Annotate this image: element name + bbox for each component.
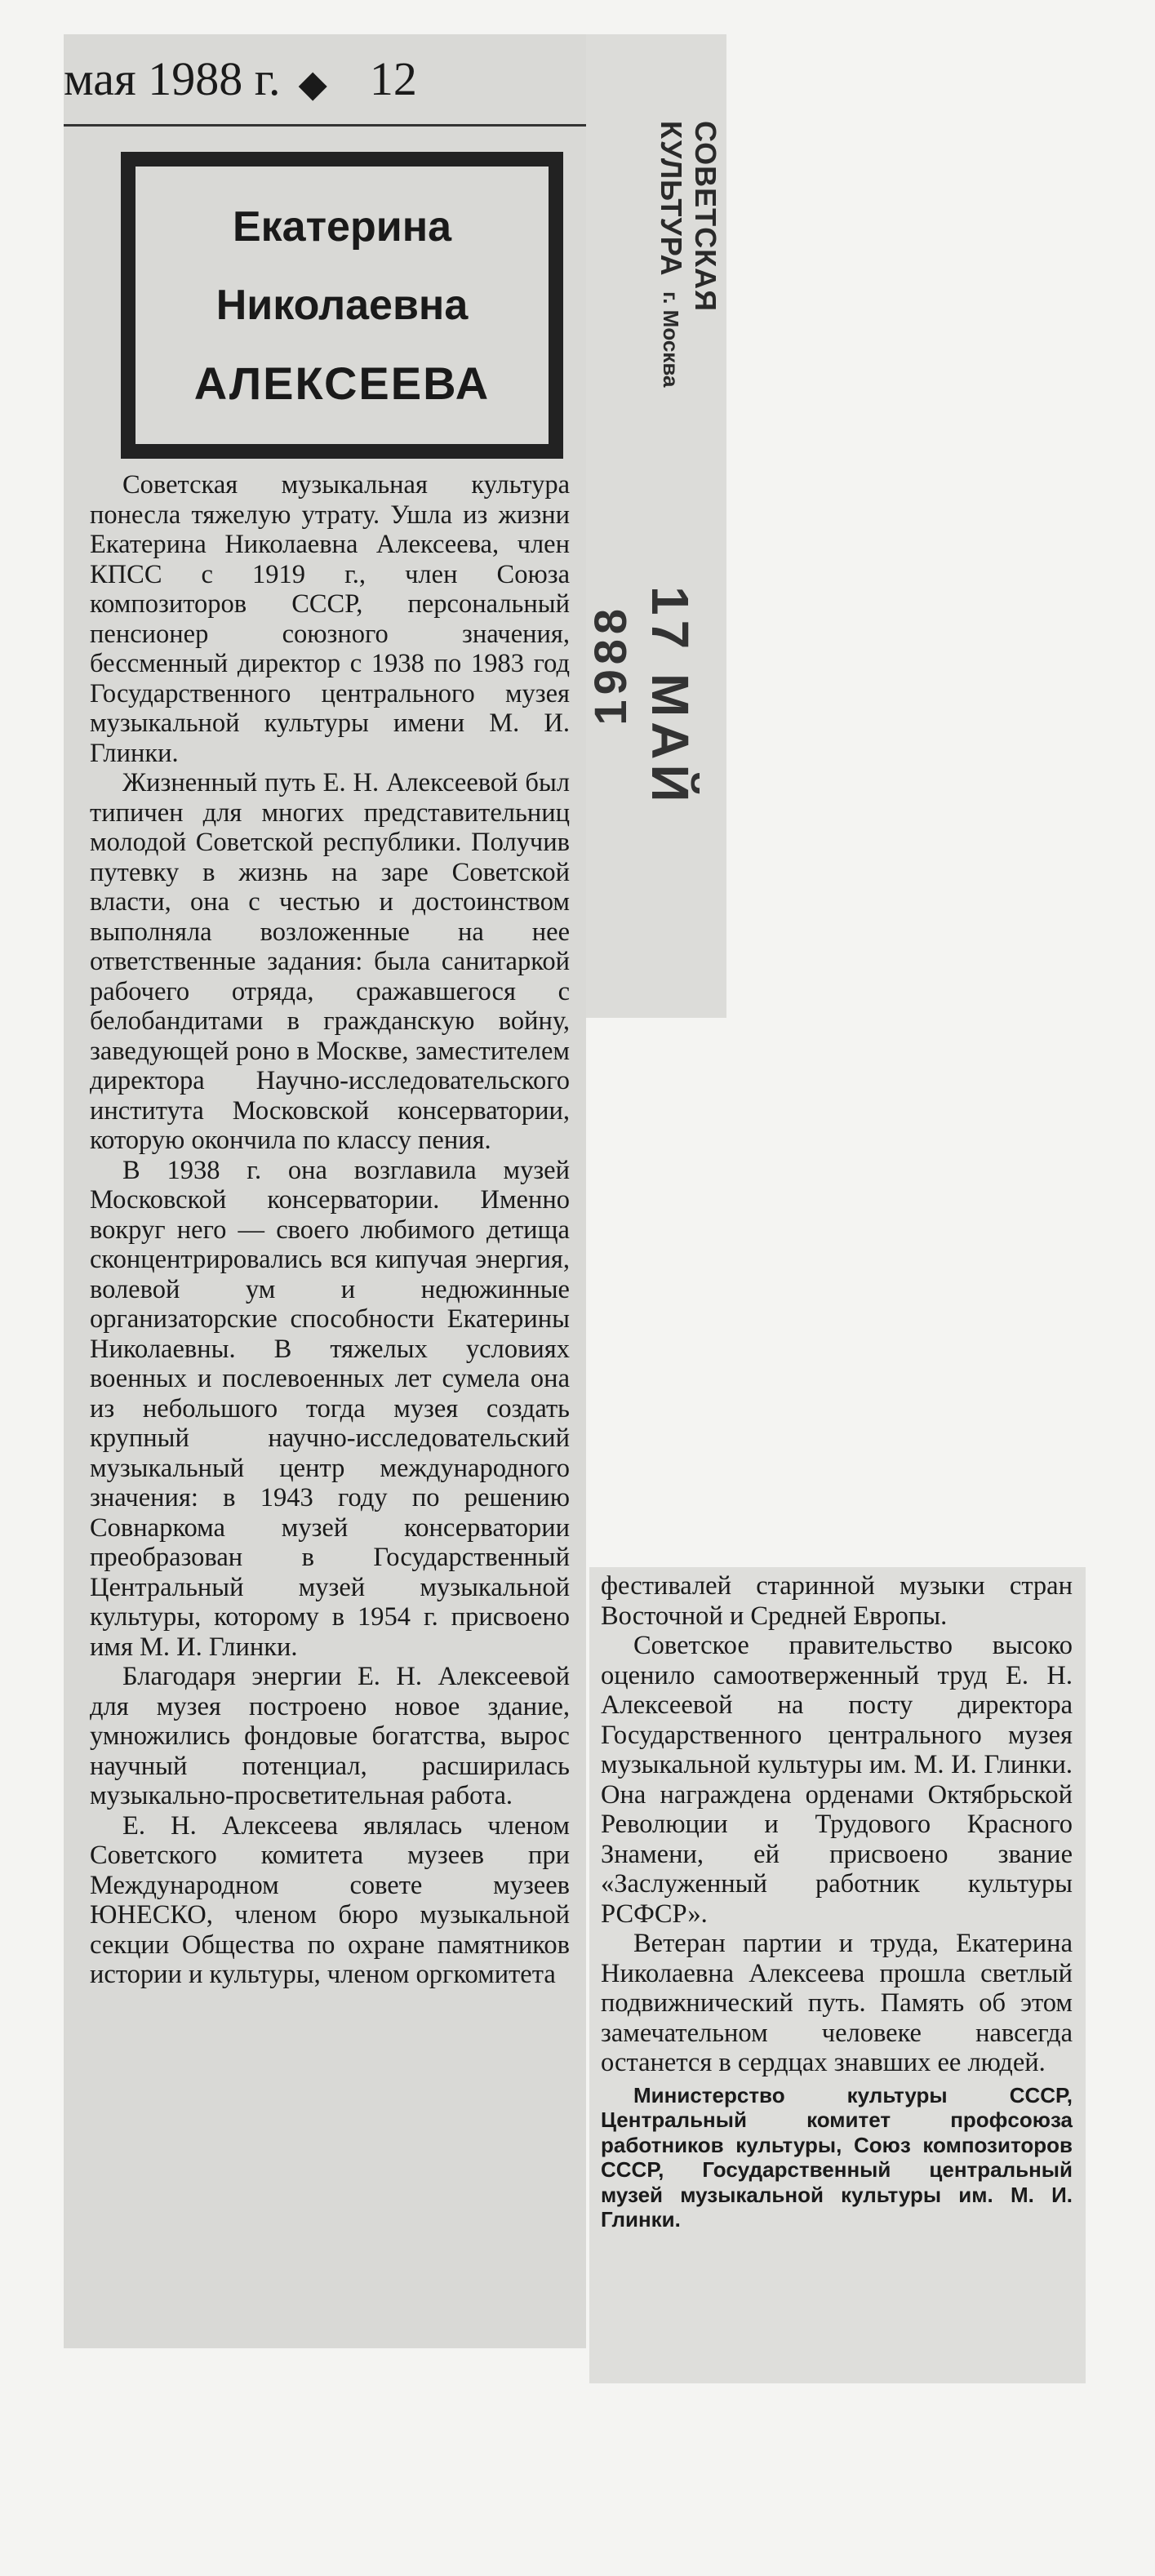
newspaper-name: СОВЕТСКАЯ КУЛЬТУРА: [655, 121, 722, 312]
article-column-right: [601, 1571, 1073, 2232]
title-first-name: Екатерина: [232, 203, 452, 251]
article-paragraph: В 1938 г. она возглавила музей Московской консерватории. Именно вокруг него — своего любимого детища сконцентрировались вся кипучая энергия, волевой ум и недюжинные организаторские способности Екатерины Николаевны. В тяжелых условиях военных и послевоенных лет сумела она из небольшого тогда музея создать крупный научно-исследовательский музыкальный центр международного значения: в 1943 году по решению Совнаркома музей консерватории преобразован в Государственный Центральный музей музыкальной культуры, которому в 1954 г. присвоено имя М. И. Глинки.: [90, 1155, 570, 1662]
signatories: Министерство культуры СССР, Центральный комитет профсоюза работников культуры, Союз композиторов СССР, Государственный центральный музей музыкальной культуры им. М. И. Глинки.: [601, 2082, 1073, 2232]
page-number: 12: [369, 52, 417, 105]
article-column-left: [90, 470, 570, 1990]
article-paragraph: Благодаря энергии Е. Н. Алексеевой для музея построено новое здание, умножились фондовые богатства, вырос научный потенциал, расширилась музыкально-просветительная работа.: [90, 1662, 570, 1810]
date-stamp-day-month: 17 МАЙ: [641, 586, 700, 807]
date-stamp-year: 1988: [584, 604, 636, 726]
page-header: [64, 34, 586, 124]
article-paragraph: Е. Н. Алексеева являлась членом Советского комитета музеев при Международном совете музеев ЮНЕСКО, членом бюро музыкальной секции Общества по охране памятников истории и культуры, членом оргкомитета: [90, 1810, 570, 1989]
obituary-title-box: [121, 152, 563, 459]
issue-date: мая 1988 г.: [64, 52, 281, 105]
article-paragraph: Советское правительство высоко оценило самоотверженный труд Е. Н. Алексеевой на посту директора Государственного центрального музея музыкальной культуры им. М. И. Глинки. Она награждена орденами Октябрьской Революции и Трудового Красного Знамени, ей присвоено звание «Заслуженный работник культуры РСФСР».: [601, 1631, 1073, 1929]
title-surname: АЛЕКСЕЕВА: [193, 358, 491, 409]
article-continuation: фестивалей старинной музыки стран Восточной и Средней Европы.: [601, 1571, 1073, 1631]
newspaper-city: г. Москва: [659, 291, 683, 388]
article-paragraph: Советская музыкальная культура понесла тяжелую утрату. Ушла из жизни Екатерина Николаевна Алексеева, член КПСС с 1919 г., член Союза композиторов СССР, персональный пенсионер союзного значения, бессменный директор с 1938 по 1983 год Государственного центрального музея музыкальной культуры имени М. И. Глинки.: [90, 470, 570, 768]
newspaper-stamp: [633, 121, 722, 447]
article-paragraph: Жизненный путь Е. Н. Алексеевой был типичен для многих представительниц молодой Советской республики. Получив путевку в жизнь на заре Советской власти, она с честью и достоинством выполняла возложенные на нее ответственные задания: была санитаркой рабочего отряда, сражавшегося с белобандитами в гражданскую войну, заведующей роно в Москве, заместителем директора Научно-исследовательского института Московской консерватории, которую окончила по классу пения.: [90, 768, 570, 1155]
article-paragraph: Ветеран партии и труда, Екатерина Николаевна Алексеева прошла светлый подвижнический путь. Память об этом замечательном человеке навсегда останется в сердцах знавших ее людей.: [601, 1929, 1073, 2077]
date-stamp: [584, 586, 700, 962]
title-patronymic: Николаевна: [215, 282, 469, 329]
diamond-arrow-icon: ◆: [298, 62, 327, 104]
header-rule: [64, 124, 586, 127]
